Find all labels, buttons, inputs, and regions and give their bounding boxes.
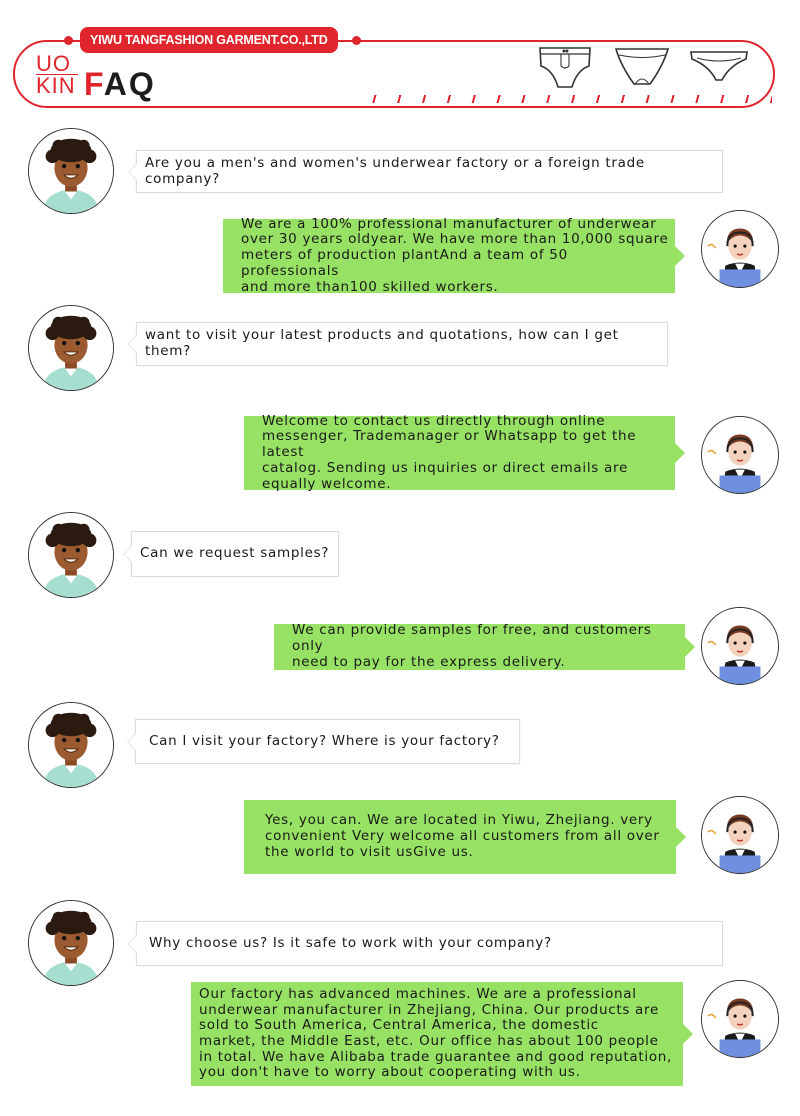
question-bubble (136, 322, 668, 366)
page-title-rest: AQ (103, 66, 156, 102)
thong-icon (689, 44, 749, 90)
agent-avatar (701, 607, 779, 685)
customer-avatar (28, 702, 114, 788)
logo-line-2: KIN (36, 73, 76, 98)
answer-text: Our factory has advanced machines. We are a professional underwear manufacturer in Zhejiang, China. Our products are sold to South America, Central America, the domestic market, the Middle East, etc. Our office has about 100 people in total. We have Alibaba trade guarantee and good reputation, you don't have to worry about cooperating with us. (199, 985, 673, 1081)
customer-avatar (28, 512, 114, 598)
question-bubble (136, 921, 723, 966)
answer-text: We can provide samples for free, and customers only need to pay for the express delivery. (292, 622, 652, 670)
logo-line-1: UO (36, 53, 78, 75)
customer-avatar (28, 128, 114, 214)
pill-dot-right (352, 36, 361, 45)
question-bubble (135, 719, 520, 764)
answer-text: Yes, you can. We are located in Yiwu, Zhejiang. very convenient Very welcome all customers from all over the world to visit usGive us. (265, 812, 660, 860)
answer-text: Welcome to contact us directly through online messenger, Trademanager or Whatsapp to get the latest catalog. Sending us inquiries or direct emails are equally welcome. (262, 412, 637, 492)
answer-text: We are a 100% professional manufacturer of underwear over 30 years oldyear. We have more than 10,000 square meters of production plantAnd a team of 50 professionals and more than100 skilled workers. (241, 215, 669, 295)
customer-avatar (28, 900, 114, 986)
answer-bubble (191, 982, 683, 1086)
question-text: Can we request samples? (140, 545, 330, 562)
question-bubble (131, 531, 339, 577)
brand-logo (36, 53, 78, 97)
header-dash-decoration (362, 95, 772, 103)
agent-avatar (701, 416, 779, 494)
answer-bubble (223, 215, 675, 295)
page-title-first-letter: F (84, 66, 104, 102)
question-bubble (136, 150, 723, 193)
answer-bubble (244, 412, 675, 492)
agent-avatar (701, 796, 779, 874)
brief-icon (537, 44, 593, 90)
question-text: Can I visit your factory? Where is your factory? (149, 732, 500, 749)
answer-bubble (244, 800, 676, 874)
question-text: want to visit your latest products and quotations, how can I get them? (145, 327, 619, 359)
company-name-badge: YIWU TANGFASHION GARMENT.CO.,LTD (80, 27, 338, 53)
answer-bubble (274, 624, 685, 670)
question-text: Are you a men's and women's underwear factory or a foreign trade company? (145, 154, 645, 187)
agent-avatar (701, 980, 779, 1058)
triangle-panty-icon (613, 44, 671, 90)
pill-dot-left (64, 36, 73, 45)
customer-avatar (28, 305, 114, 391)
question-text: Why choose us? Is it safe to work with your company? (149, 934, 552, 951)
page-title (84, 64, 156, 104)
agent-avatar (701, 210, 779, 288)
